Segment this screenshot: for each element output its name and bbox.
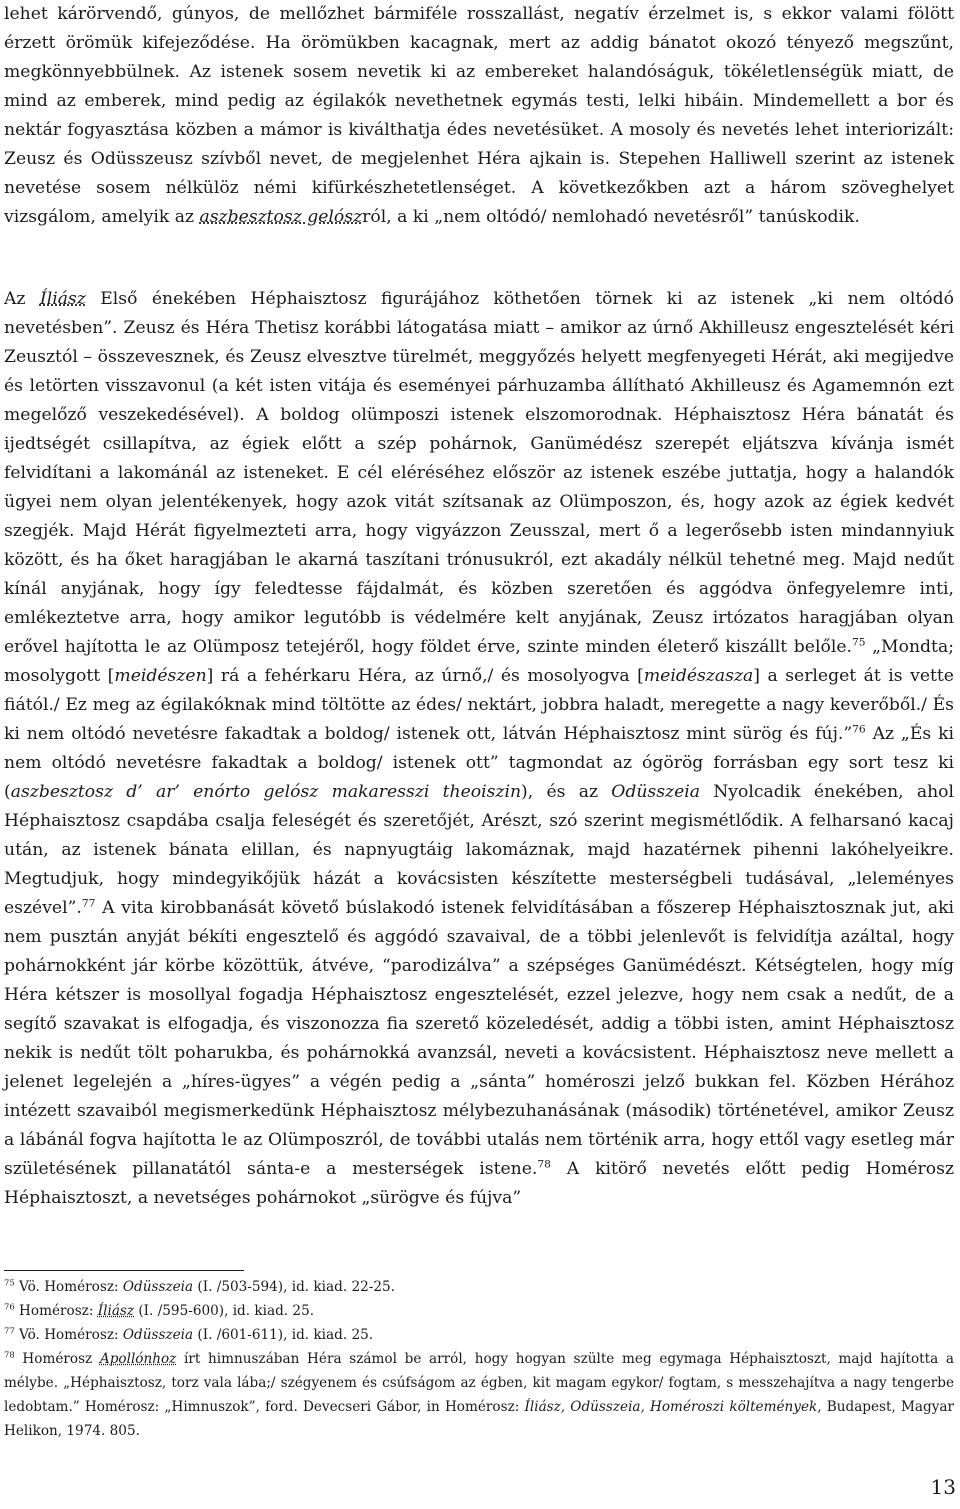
footnote-text: (I. /503-594), id. kiad. 22-25. xyxy=(193,1279,395,1295)
work-title: Íliász xyxy=(97,1303,135,1319)
work-title: Odüsszeia xyxy=(611,782,701,802)
footnote-77 xyxy=(4,1323,954,1347)
footnote-text: Vö. Homérosz: xyxy=(14,1327,123,1343)
footnote-text: Vö. Homérosz: xyxy=(14,1279,123,1295)
footnote-ref-75[interactable]: 75 xyxy=(851,635,866,649)
footnote-ref-76[interactable]: 76 xyxy=(852,722,866,736)
greek-term: aszbesztosz gelósz xyxy=(199,207,363,227)
greek-term: meidészasza xyxy=(643,666,754,686)
footnote-75 xyxy=(4,1275,954,1299)
footnote-78 xyxy=(4,1347,954,1443)
work-title: Íliász xyxy=(39,289,86,309)
paragraph-intro xyxy=(4,0,954,232)
text-run: lehet kárörvendő, gúnyos, de mellőzhet bármiféle rosszallást, negatív érzelmet is, s ekkor valami fölött érzett örömük kifejeződése. Ha örömükben kacagnak, mert az addig bánatot okozó tényező megszűnt, megkönnyebbülnek. Az istenek sosem nevetik ki az embereket halandóságuk, tökéletlenségük miatt, de mind az emberek, mind pedig az égilakók nevethetnek egymás testi, lelki hibáin. Mindemellett a bor és nektár fogyasztása közben a mámor is kiválthatja édes nevetésüket. A mosoly és nevetés lehet interiorizált: Zeusz és Odüsszeusz szívből nevet, de megjelenhet Héra ajkain is. Stepehen Halliwell szerint az istenek nevetése sosem nélkülöz némi kifürkészhetetlenséget. A következőkben azt a három szöveghelyet vizsgálom, amelyik az xyxy=(4,4,954,227)
work-title: Apollónhoz xyxy=(99,1351,177,1367)
text-run: „Mondta; mosolygott [ xyxy=(4,637,954,686)
footnote-text: írt himnuszában Héra számol be arról, hogy hogyan szülte meg egymaga Héphaisztoszt, majd hajította a mélybe. „Héphaisztosz, torz vala lába;/ szégyenem és csúfságom az égben, kit magam egykor/ fogtam, s messzehajítva a nagy tengerbe ledobtam.” Homérosz: „Himnuszok”, ford. Devecseri Gábor, in Homérosz: xyxy=(4,1351,954,1415)
footnote-text: (I. /601-611), id. kiad. 25. xyxy=(193,1327,374,1343)
footnote-text: Homérosz: xyxy=(14,1303,98,1319)
greek-quote: aszbesztosz d’ ar’ enórto gelósz makaresszi theoiszin xyxy=(10,782,522,802)
footnote-ref-78[interactable]: 78 xyxy=(537,1157,551,1171)
text-run: ról, a ki „nem oltódó/ nemlohadó nevetésről” tanúskodik. xyxy=(362,207,860,227)
footnotes xyxy=(4,1275,954,1443)
footnote-ref-77[interactable]: 77 xyxy=(81,896,96,910)
footnote-text: Homérosz xyxy=(14,1351,100,1367)
footnote-number: 75 xyxy=(4,1277,15,1288)
paragraph-iliad xyxy=(4,285,954,1213)
text-run: Az xyxy=(4,289,40,309)
text-run: Nyolcadik énekében, ahol Héphaisztosz csapdába csalja feleségét és szeretőjét, Arészt, szó szerint megismétlődik. A felharsanó kacaj után, az istenek bánata elillan, és napnyugtáig lakomáznak, majd hazatérnek pihenni lakóhelyeikre. Megtudjuk, hogy mindegyikőjük házát a kovácsisten készítette mesterségbeli tudásával, „leleményes eszével”. xyxy=(4,782,955,918)
text-run: Első énekében Héphaisztosz figurájához köthetően törnek ki az istenek „ki nem oltódó nevetésben”. Zeusz és Héra Thetisz korábbi látogatása miatt – amikor az úrnő Akhilleusz engesztelését kéri Zeusztól – összevesznek, és Zeusz elvesztve türelmét, meggyőzés helyett megfenyegeti Hérát, aki megijedve és letörten visszavonul (a két isten vitája és eseményei párhuzamba állítható Akhilleusz és Agamemnón ezt megelőző veszekedésével). A boldog olümposzi istenek elszomorodnak. Héphaisztosz Héra bánatát és ijedtségét csillapítva, az égiek előtt a szép pohárnok, Ganümédész szerepét eljátszva kívánja ismét felvidítani a lakománál az isteneket. E cél eléréséhez először az istenek eszébe juttatja, hogy a halandók ügyei nem olyan jelentékenyek, hogy azok vitát szítsanak az Olümposzon, és, hogy azok az égiek kedvét szegjék. Majd Hérát figyelmezteti arra, hogy vigyázzon Zeusszal, mert ő a legerősebb isten mindannyiuk között, és ha őket haragjában le akarná taszítani trónusukról, ezt akadály nélkül tehetné meg. Majd nedűt kínál anyjának, hogy így feledtesse fájdalmát, és közben szeretően és aggódva önfegyelemre inti, emlékeztetve arra, hogy amikor legutóbb is védelmére kelt anyjának, Zeusz irtózatos haragjában olyan erővel hajította le az Olümposz tetejéről, hogy földet érve, szinte minden életerő kiszállt belőle. xyxy=(4,289,954,657)
footnote-76 xyxy=(4,1299,954,1323)
text-run: A vita kirobbanását követő búslakodó istenek felvidításában a főszerep Héphaisztosznak jut, aki nem pusztán anyját békíti engesztelő és aggódó szavaival, de a többi jelenlevőt is felvidítja azáltal, hogy pohárnokként jár körbe közöttük, átvéve, “parodizálva” a szépséges Ganümédészt. Kétségtelen, hogy míg Héra kétszer is mosollyal fogadja Héphaisztosz engesztelését, ezzel jelezve, hogy nem csak a nedűt, de a segítő szavakat is elfogadja, és viszonozza fia szerető közeledését, addig a többi isten, amint Héphaisztosz nekik is nedűt tölt poharukba, és pohárnokká avanzsál, neveti a kovácsistent. Héphaisztosz neve mellett a jelenet legelején a „híres-ügyes” a végén pedig a „sánta” homéroszi jelző bukkan fel. Közben Hérához intézett szavaiból megismerkedünk Héphaisztosz mélybezuhanásának (második) történetével, amikor Zeusz a lábánál fogva hajította le az Olümposzról, de további utalás nem történik arra, hogy ettől vagy esetleg már születésének pillanatától sánta-e a mesterségek istene. xyxy=(4,898,954,1179)
page-number: 13 xyxy=(930,1475,956,1499)
book-title: Íliász, Odüsszeia, Homéroszi költemények xyxy=(524,1399,818,1415)
text-run: ] rá a fehérkaru Héra, az úrnő,/ és mosolyogva [ xyxy=(206,666,644,686)
greek-term: meidészen xyxy=(114,666,207,686)
text-run: ] a serleget át is vette fiától./ Ez meg az égilakóknak mind töltötte az édes/ nektárt, jobbra haladt, meregette a nagy keverőből./ És ki nem oltódó nevetésre fakadtak a boldog/ istenek ott, látván Héphaisztosz mint sürög és fúj.” xyxy=(4,666,954,744)
work-title: Odüsszeia xyxy=(122,1327,194,1343)
footnote-text: , Budapest, Magyar Helikon, 1974. 805. xyxy=(4,1399,955,1439)
footnote-text: (I. /595-600), id. kiad. 25. xyxy=(134,1303,315,1319)
text-run: A kitörő nevetés előtt pedig Homérosz Héphaisztoszt, a nevetséges pohárnokot „sürögve és fújva” xyxy=(4,1159,954,1208)
footnote-divider xyxy=(4,1270,244,1271)
text-run: ), és az xyxy=(521,782,612,802)
footnote-number: 78 xyxy=(4,1349,15,1360)
footnote-number: 76 xyxy=(4,1301,15,1312)
footnote-number: 77 xyxy=(4,1325,15,1336)
text-run: Az „És ki nem oltódó nevetésre fakadtak a boldog/ istenek ott” tagmondat az ógörög forrásban egy sort tesz ki ( xyxy=(4,724,954,802)
work-title: Odüsszeia xyxy=(122,1279,194,1295)
